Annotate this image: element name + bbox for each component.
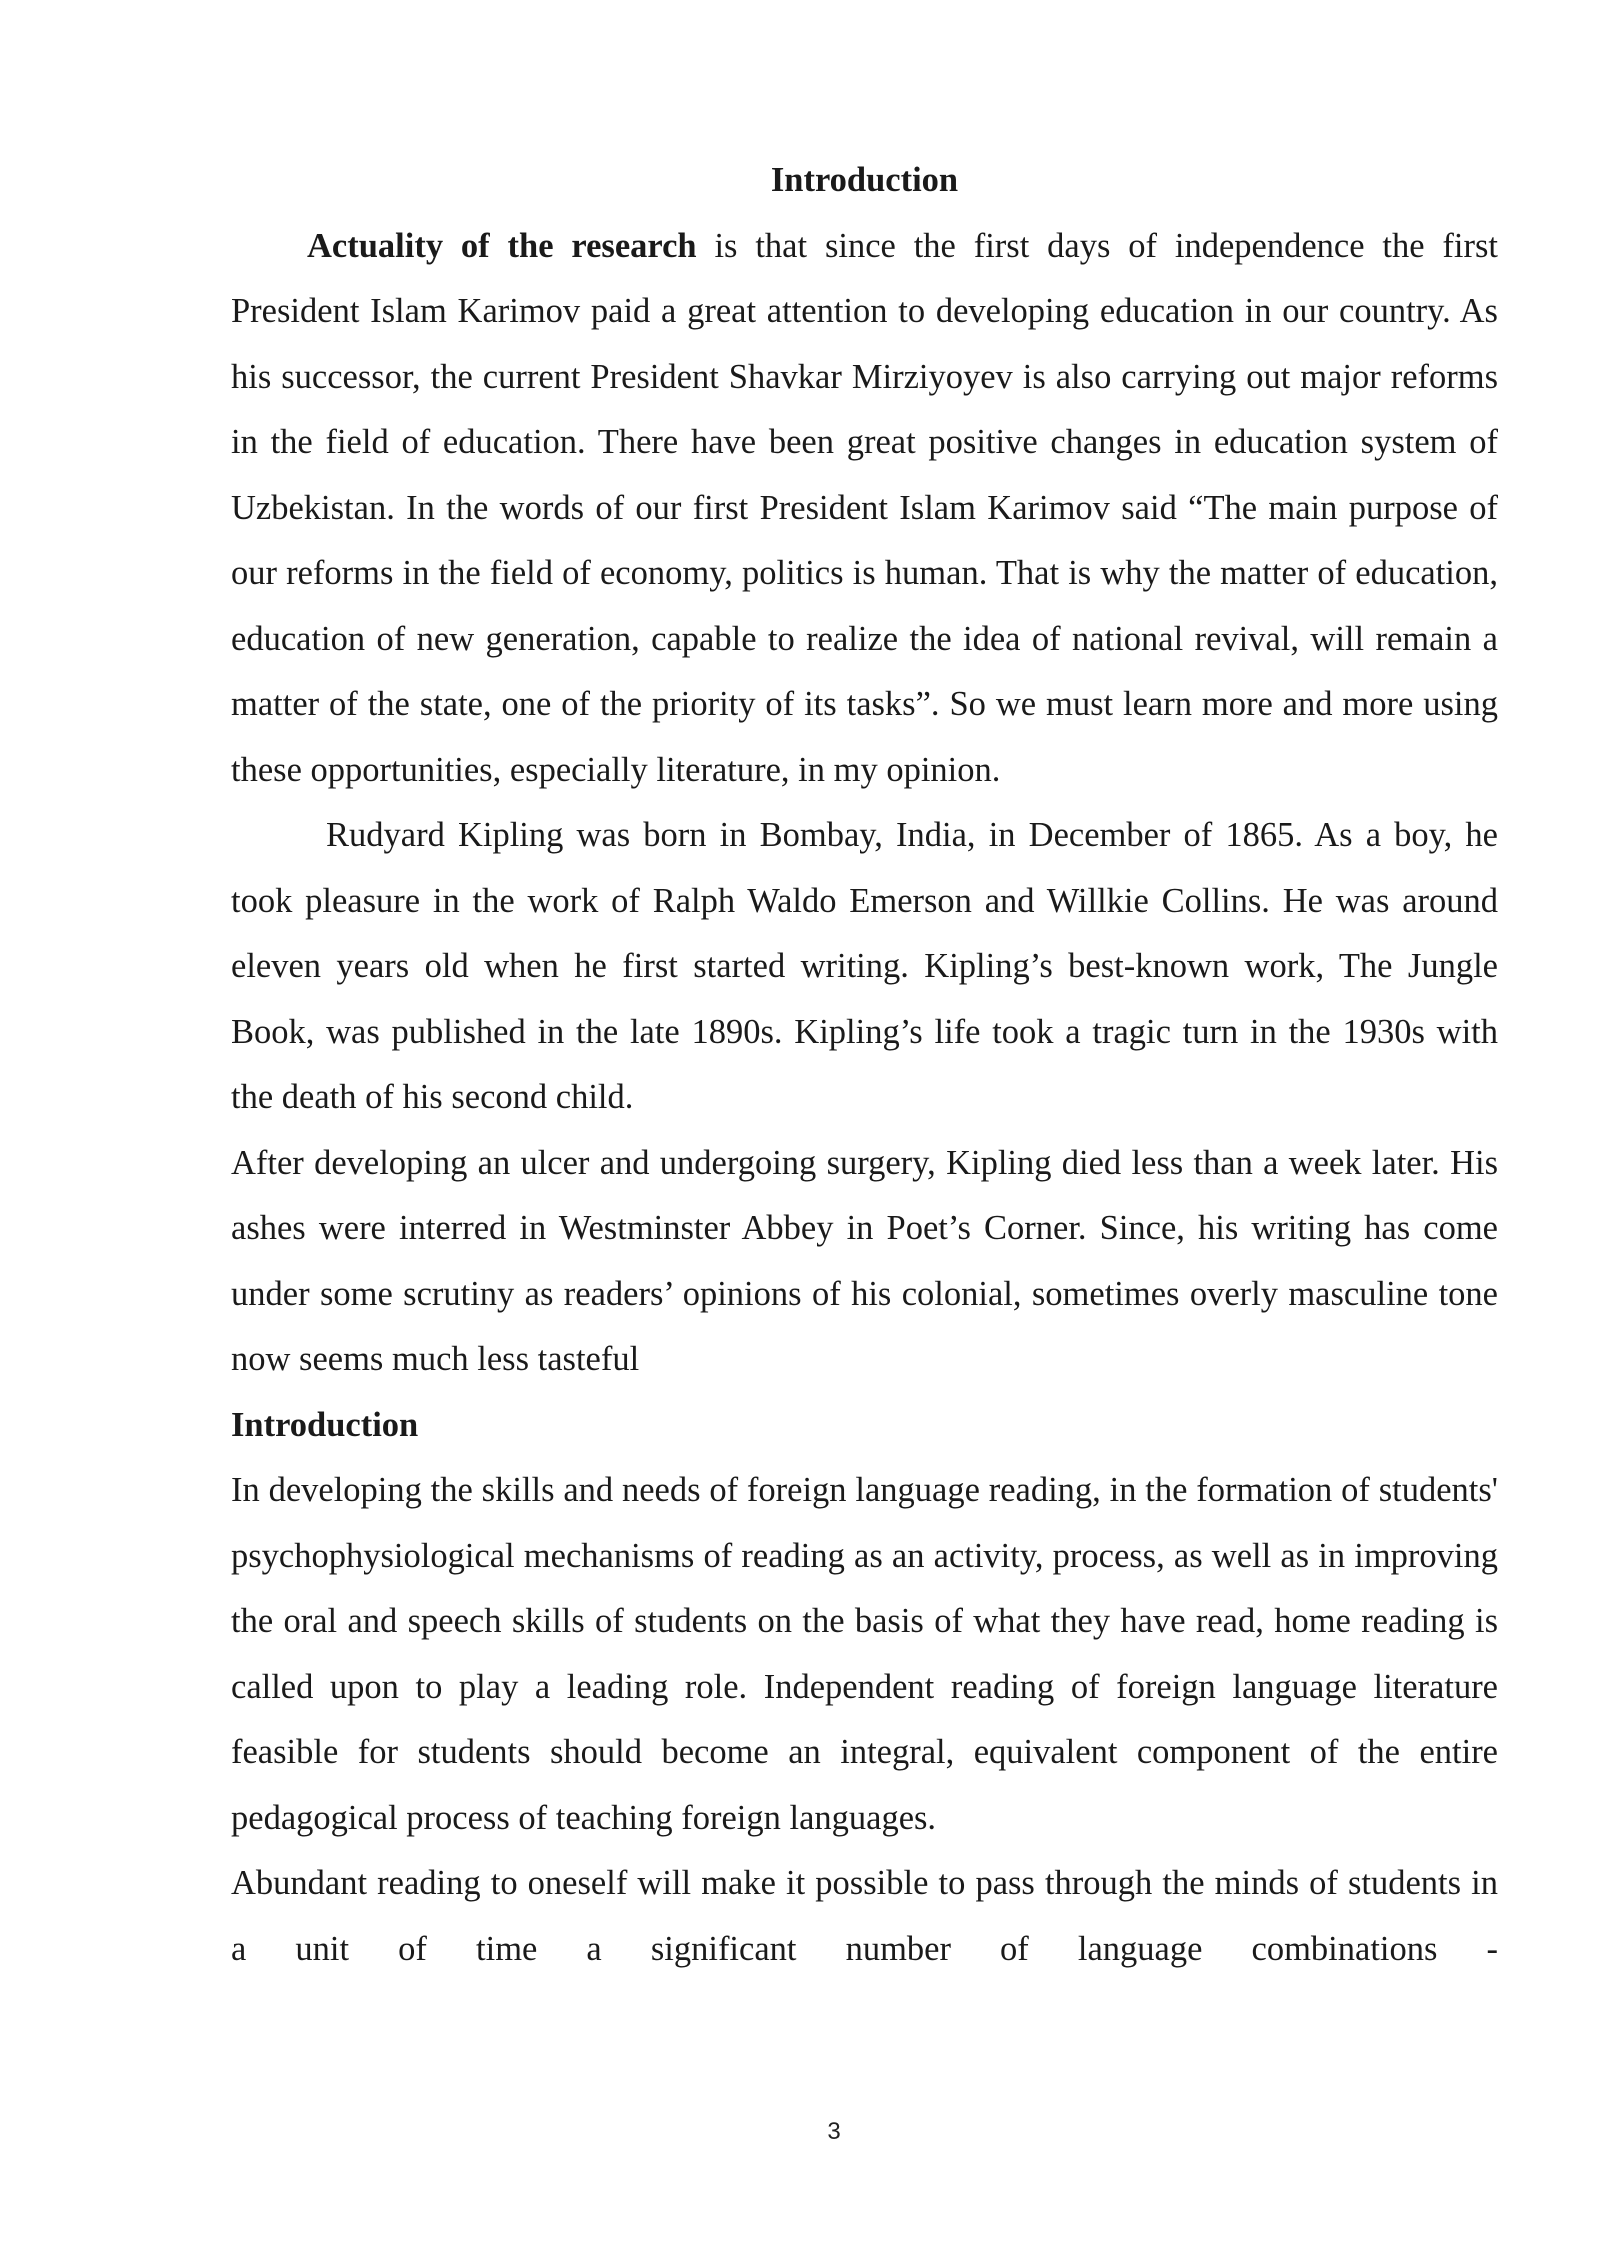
abundant-reading-paragraph: Abundant reading to oneself will make it possible to pass through the minds of students in a unit of time a significant number of language combinations - — [231, 1864, 1498, 1968]
actuality-lead: Actuality of the research — [307, 226, 697, 265]
page-body — [231, 148, 1498, 1982]
page-title: Introduction — [770, 161, 959, 199]
section-heading: Introduction — [231, 1405, 419, 1444]
kipling-biography-paragraph: Rudyard Kipling was born in Bombay, India, in December of 1865. As a boy, he took pleasure in the work of Ralph Waldo Emerson and Willkie Collins. He was around eleven years old when he first started writing. Kipling’s best-known work, The Jungle Book, was published in the late 1890s. Kipling’s life took a tragic turn in the 1930s with the death of his second child. — [231, 816, 1498, 1116]
actuality-paragraph — [231, 214, 1498, 804]
actuality-text: is that since the first days of independence the first President Islam Karimov paid a great attention to developing education in our country. As his successor, the current President Shavkar Mirziyoyev is also carrying out major reforms in the field of education. There have been great positive changes in education system of Uzbekistan. In the words of our first President Islam Karimov said “The main purpose of our reforms in the field of economy, politics is human. That is why the matter of education, education of new generation, capable to realize the idea of national revival, will remain a matter of the state, one of the priority of its tasks”. So we must learn more and more using these opportunities, especially literature, in my opinion. — [231, 226, 1498, 789]
home-reading-paragraph: In developing the skills and needs of foreign language reading, in the formation of students' psychophysiological mechanisms of reading as an activity, process, as well as in improving the oral and speech skills of students on the basis of what they have read, home reading is called upon to play a leading role. Independent reading of foreign language literature feasible for students should become an integral, equivalent component of the entire pedagogical process of teaching foreign languages. — [231, 1471, 1498, 1837]
kipling-death-paragraph: After developing an ulcer and undergoing surgery, Kipling died less than a week later. His ashes were interred in Westminster Abbey in Poet’s Corner. Since, his writing has come under some scrutiny as readers’ opinions of his colonial, sometimes overly masculine tone now seems much less tasteful — [231, 1143, 1498, 1378]
page-number: 3 — [827, 2118, 841, 2145]
